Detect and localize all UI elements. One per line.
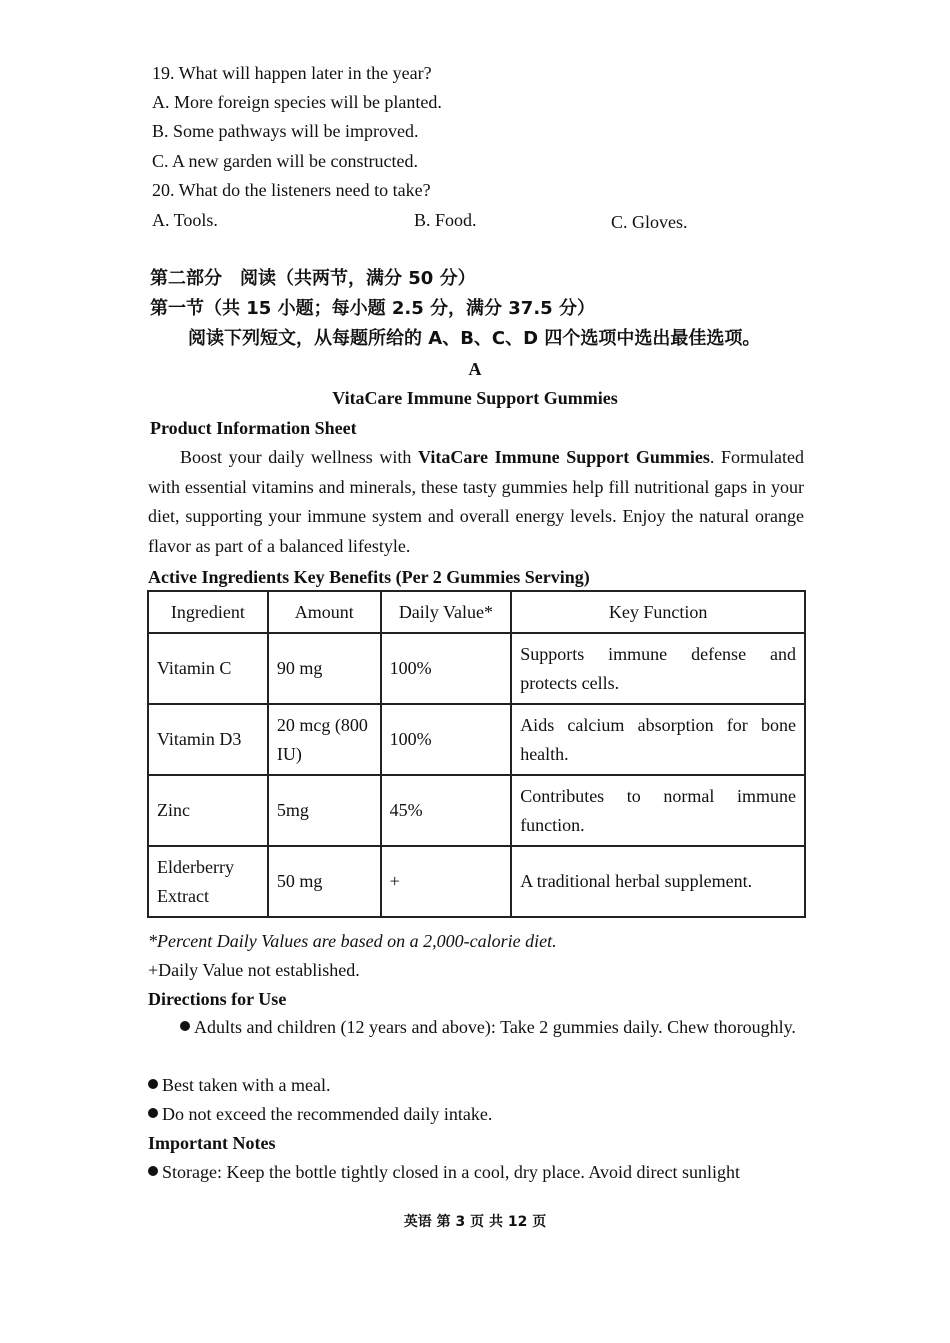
header-ingredient: Ingredient	[148, 591, 268, 633]
cell-ingredient: Elderberry Extract	[148, 846, 268, 917]
table-heading: Active Ingredients Key Benefits (Per 2 Gummies Serving)	[148, 567, 590, 587]
header-amount: Amount	[268, 591, 381, 633]
sub-heading: 第一节（共 15 小题；每小题 2.5 分，满分 37.5 分）	[150, 298, 595, 319]
cell-ingredient: Vitamin C	[148, 633, 268, 704]
intro-post: . Formulated with essential vitamins and minerals, these tasty gummies help fill nutritional gaps in your diet, supporting your immune system and overall energy levels. Enjoy the natural orange flavor as part of a balanced lifestyle.	[148, 447, 804, 556]
table-row	[148, 633, 805, 704]
bullet-icon	[148, 1079, 158, 1089]
ingredients-table	[147, 590, 806, 918]
question-20: 20. What do the listeners need to take?	[152, 180, 431, 200]
cell-key-function: Aids calcium absorption for bone health.	[511, 704, 805, 775]
cell-amount: 20 mcg (800 IU)	[268, 704, 381, 775]
direction-item	[180, 1013, 804, 1043]
note-item	[148, 1161, 740, 1183]
cell-daily-value: 100%	[381, 704, 512, 775]
direction-text: Adults and children (12 years and above): Take 2 gummies daily. Chew thoroughly.	[194, 1017, 796, 1037]
header-daily-value: Daily Value*	[381, 591, 512, 633]
cell-ingredient: Vitamin D3	[148, 704, 268, 775]
intro-paragraph	[148, 443, 804, 561]
table-row	[148, 704, 805, 775]
bullet-icon	[148, 1108, 158, 1118]
direction-item	[148, 1074, 330, 1096]
bullet-icon	[148, 1166, 158, 1176]
bullet-icon	[180, 1021, 190, 1031]
cell-key-function: Contributes to normal immune function.	[511, 775, 805, 846]
cell-amount: 50 mg	[268, 846, 381, 917]
intro-brand: VitaCare Immune Support Gummies	[418, 447, 710, 467]
footnote-not-established: +Daily Value not established.	[148, 960, 360, 980]
question-20-option-a: A. Tools.	[152, 210, 218, 230]
table-row	[148, 775, 805, 846]
notes-heading: Important Notes	[148, 1133, 276, 1153]
info-heading: Product Information Sheet	[150, 418, 357, 438]
directions-heading: Directions for Use	[148, 989, 287, 1009]
passage-title: VitaCare Immune Support Gummies	[332, 388, 618, 408]
page-footer: 英语 第 3 页 共 12 页	[403, 1214, 547, 1230]
question-20-option-b: B. Food.	[414, 210, 477, 230]
part-heading: 第二部分 阅读（共两节，满分 50 分）	[150, 268, 476, 289]
question-19-option-a: A. More foreign species will be planted.	[152, 92, 442, 112]
footnote-daily-value: *Percent Daily Values are based on a 2,000-calorie diet.	[148, 931, 557, 951]
intro-pre: Boost your daily wellness with	[180, 447, 419, 467]
cell-key-function: A traditional herbal supplement.	[511, 846, 805, 917]
question-19-option-b: B. Some pathways will be improved.	[152, 121, 419, 141]
instruction: 阅读下列短文，从每题所给的 A、B、C、D 四个选项中选出最佳选项。	[188, 328, 761, 349]
question-19: 19. What will happen later in the year?	[152, 63, 432, 83]
table-row	[148, 846, 805, 917]
cell-daily-value: 45%	[381, 775, 512, 846]
cell-daily-value: +	[381, 846, 512, 917]
header-key-function: Key Function	[511, 591, 805, 633]
question-20-option-c: C. Gloves.	[611, 212, 688, 232]
cell-key-function: Supports immune defense and protects cells.	[511, 633, 805, 704]
question-19-option-c: C. A new garden will be constructed.	[152, 151, 418, 171]
direction-item	[148, 1103, 492, 1125]
direction-text: Best taken with a meal.	[162, 1075, 331, 1095]
passage-letter: A	[468, 359, 482, 379]
table-header-row	[148, 591, 805, 633]
cell-amount: 90 mg	[268, 633, 381, 704]
cell-ingredient: Zinc	[148, 775, 268, 846]
note-text: Storage: Keep the bottle tightly closed in a cool, dry place. Avoid direct sunlight	[162, 1162, 741, 1182]
cell-amount: 5mg	[268, 775, 381, 846]
direction-text: Do not exceed the recommended daily intake.	[162, 1104, 493, 1124]
cell-daily-value: 100%	[381, 633, 512, 704]
